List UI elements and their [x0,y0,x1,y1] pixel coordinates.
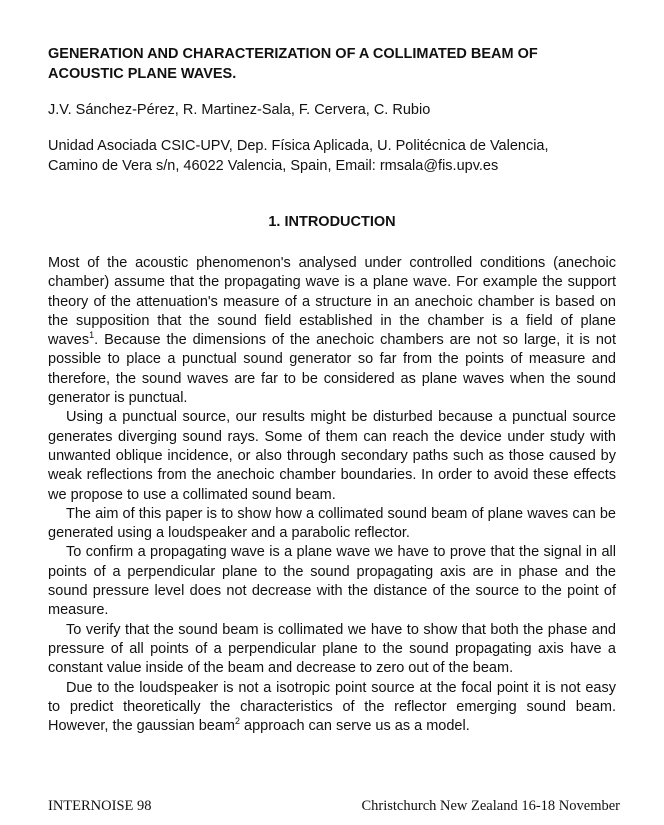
paragraph-6-text: Due to the loudspeaker is not a isotropic point source at the focal point it is not easy to predict theoretically the characteristics of the reflector emerging sound beam. However, the gaussian beam [48,679,616,735]
paper-title: GENERATION AND CHARACTERIZATION OF A COLLIMATED BEAM OF ACOUSTIC PLANE WAVES. [48,46,538,82]
footnote-ref-2: 2 [235,716,241,727]
paragraph-1 [48,254,616,408]
section-heading: 1. INTRODUCTION [268,214,396,230]
body-text [48,254,616,736]
affiliation-block [48,136,616,176]
paragraph-6 [48,679,616,737]
paragraph-3: The aim of this paper is to show how a collimated sound beam of plane waves can be generated using a loudspeaker and a parabolic reflector. [48,505,616,542]
paragraph-4: To confirm a propagating wave is a plane wave we have to prove that the signal in all points of a perpendicular plane to the sound propagating axis are in phase and the sound pressure level does not decrease with the distance of the source to the point of measure. [48,544,616,619]
footer-location-date: Christchurch New Zealand 16-18 November [361,798,620,814]
footer-conference: INTERNOISE 98 [48,798,152,814]
paragraph-5: To verify that the sound beam is collimated we have to show that both the phase and pressure of all points of a perpendicular plane to the sound propagating axis have a constant value inside of the beam and decrease to zero out of the beam. [48,621,616,677]
affiliation-line-1: Unidad Asociada CSIC-UPV, Dep. Física Aplicada, U. Politécnica de Valencia, [48,138,549,154]
paragraph-1-continued: . Because the dimensions of the anechoic chambers are not so large, it is not possible to place a punctual sound generator so far from the points of measure and therefore, the sound waves are far to be considered as plane waves when the sound generator is punctual. [48,332,616,407]
affiliation-line-2: Camino de Vera s/n, 46022 Valencia, Spain, Email: rmsala@fis.upv.es [48,158,499,174]
footnote-ref-1: 1 [89,330,95,341]
page-footer [48,798,620,815]
paragraph-1-text: Most of the acoustic phenomenon's analysed under controlled conditions (anechoic chamber) assume that the propagating wave is a plane wave. For example the support theory of the attenuation's measure of a structure in an anechoic chamber is based on the supposition that the sound field established in the chamber is a field of plane waves [48,255,616,349]
author-list: J.V. Sánchez-Pérez, R. Martinez-Sala, F. Cervera, C. Rubio [48,102,431,118]
paragraph-6-continued: approach can serve us as a model. [240,718,470,735]
paper-page [48,44,616,736]
paragraph-2: Using a punctual source, our results might be disturbed because a punctual source generates diverging sound rays. Some of them can reach the device under study with unwanted oblique incidence, or also through secondary paths such as those caused by weak reflections from the anechoic chamber boundaries. In order to avoid these effects we propose to use a collimated sound beam. [48,409,616,503]
